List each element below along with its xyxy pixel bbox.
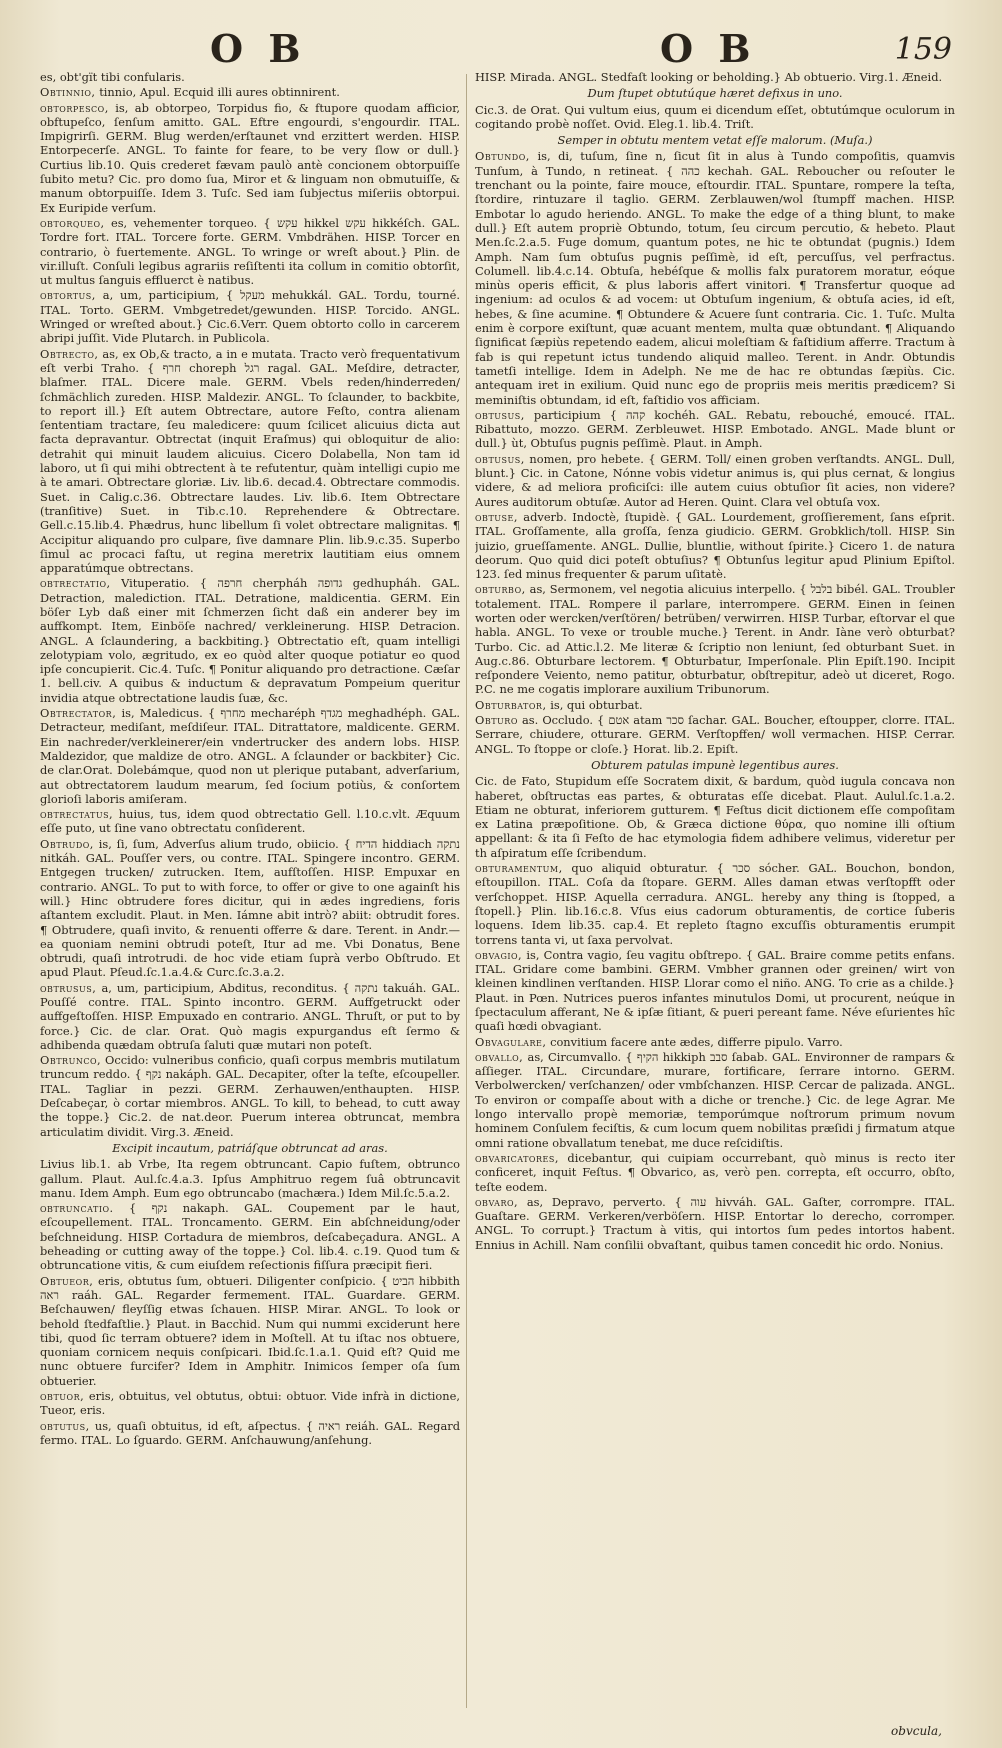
entry-text: Vituperatio. { חרפה cherpháh גדופה gedhupháh. GAL. Detraction, malediction. ITAL. Detratione, maldicentia. GERM. Ein böſer Lyb daß einer mit ſchmerzen ſicht daß ein anderer bey im auffkompt. Item, Einböſe nachred/ verkleinerung. HISP. Detracion. ANGL. A ſclaundering, a backbiting.} Obtrectatio eſt, quam intelligi zelotypiam volo, ægritudo, ex eo quòd alter quoque potiatur eo quod ipſe concupierit. Cic.4. Tuſc. ¶ Ponitur aliquando pro detractione. Cæſar 1. bell.civ. A quibus & inductum & depravatum Pompeium queritur invidia atque obtrectatione laudis ſuæ, &c. [40, 576, 460, 705]
entry-text: HISP. Mirada. ANGL. Stedfaſt looking or beholding.} Ab obtuerio. Virg.1. Æneid. [475, 70, 943, 84]
entry-text: Cic. de Fato, Stupidum eſſe Socratem dixit, & bardum, quòd iugula concava non haberet, obſtructas eas partes, & obturatas eſſe dicebat. Plaut. Aulul.ſc.1.a.2. Etiam ne obturat, inferiorem gutturem. ¶ Feſtus dicit dictionem eſſe compoſitam ex Latina præpoſitione. Ob, & Græca dictione θύρα, quo nomine illi oſtium appellant: & ita ſi Feſto de hac etymologia fidem adhibere velimus, videretur per th aſpiratum eſſe ſcribendum. [475, 774, 955, 860]
entry-headword: obtutus, [40, 1418, 90, 1433]
dictionary-entry [40, 1053, 460, 1139]
entry-text: as, Circumvallo. { הקיף hikkiph סבב ſabab. GAL. Environner de rampars & aſſieger. ITAL. Circundare, murare, fortificare, ſerrare intorno. GERM. Verbolwercken/ verſchanzen/ oder vmbſchanzen. HISP. Cercar de palizada. ANGL. To environ or compaſſe about with a diche or trenche.} Cic. de lege Agrar. Me longo intervallo propè memoriæ, temporúmque noſtrorum primum novum hominem Conſulem feciſtis, & cum locum quem nobilitas præſidi j firmatum atque omni ratione obvallatum tenebat, me duce reſcidiſtis. [475, 1049, 955, 1150]
dictionary-entry [40, 216, 460, 287]
entry-text: Dum ſtupet obtutúque hæret defixus in uno. [587, 86, 843, 101]
dictionary-entry [475, 713, 955, 756]
entry-text: a, um, participium, { מעקל mehukkál. GAL. Tordu, tourné. ITAL. Torto. GERM. Vmbgetredet/gewunden. HISP. Torcido. ANGL. Wringed or wreſted about.} Cic.6.Verr. Quem obtorto collo in carcerem abripi juſſit. Vide Plutarch. in Publicola. [40, 288, 460, 346]
entry-text: convitium facere ante ædes, differre pipulo. Varro. [550, 1034, 843, 1049]
entry-text: es, obt'gït tibi confularis. [40, 70, 185, 84]
entry-text: a, um, participium, Abditus, reconditus. { נתקה takuáh. GAL. Pouſſé contre. ITAL. Spinto incontro. GERM. Auffgetruckt oder auffgeſtoſſen. HISP. Empuxado en contrario. ANGL. Thruſt, or put to by force.} Cic. de clar. Orat. Quò magis expurgandus eſt ſermo & adhibenda quædam obtruſa ſaluti quæ mutari non poteſt. [40, 980, 460, 1052]
dictionary-entry [40, 1274, 460, 1388]
column-divider [466, 74, 467, 1708]
entry-text: tinnio, Apul. Ecquid illi aures obtinnirent. [99, 85, 340, 100]
guide-word-right: O B [660, 26, 757, 71]
dictionary-entry [40, 101, 460, 215]
dictionary-entry [475, 1035, 955, 1049]
dictionary-entry [40, 837, 460, 980]
entry-headword: obtrectatus, [40, 807, 114, 822]
dictionary-entry [475, 103, 955, 132]
dictionary-entry [40, 1201, 460, 1272]
guide-word-left: O B [210, 26, 307, 71]
entry-text: Cic.3. de Orat. Qui vultum eius, quum ei dicendum eſſet, obtutúmque oculorum in cogitando probè noſſet. Ovid. Eleg.1. lib.4. Triſt. [475, 102, 955, 131]
entry-text: participium { קהה kochéh. GAL. Rebatu, rebouché, emoucé. ITAL. Ribattuto, mozzo. GERM. Zerbleuwet. HISP. Embotado. ANGL. Made blunt or dull.} ùt, Obtuſus pugnis peſſimè. Plaut. in Amph. [475, 407, 955, 451]
dictionary-entry [40, 85, 460, 99]
dictionary-entry [475, 1151, 955, 1194]
dictionary-entry [40, 706, 460, 806]
dictionary-entry [475, 510, 955, 581]
dictionary-entry [40, 1389, 460, 1418]
entry-text: is, Contra vagio, ſeu vagitu obſtrepo. { GAL. Braire comme petits enfans. ITAL. Gridare come bambini. GERM. Vmbher grannen oder greinen/ wirt von kleinen kindlinen verſtanden. HISP. Llorar como el niño. ANG. To crie as a childe.} Plaut. in Pœn. Nutrices pueros infantes minutulos Domi, ut procurent, neúque in ſpectaculum afferant, Ne & ipſæ ſitiant, & pueri pereant fame. Néve eſurientes hîc quaſi hœdi obvagiant. [475, 947, 955, 1034]
dictionary-entry [475, 452, 955, 509]
verse-quotation [40, 1141, 460, 1155]
verse-quotation [475, 133, 955, 147]
entry-text: Obturem patulas impunè legentibus aures. [591, 757, 839, 772]
dictionary-entry [475, 698, 955, 712]
entry-text: is, ab obtorpeo, Torpidus fio, & ftupore quodam afficior, obftupeſco, ſenſum amitto. GAL. Eftre engourdi, s'engourdir. ITAL. Impigrirſi. GERM. Blug werden/erſtaunet vnd erzittert werden. HISP. Entorpecerſe. ANGL. To fainte for feare, to be very ſlow or dull.} Curtius lib.10. Quis crederet fævam paulò antè concionem obtorpuiſſe ſubito metu? Cic. pro domo ſua, Miror et & linguam non obmutuiſſe, & manum obtorpuiſſe. Idem 3. Tuſc. Sed iam ſubjectus miſeriis obtorpui. Ex Euripide verſum. [40, 100, 460, 215]
entry-headword: Obtrectator, [40, 706, 117, 721]
dictionary-entry [475, 1195, 955, 1252]
entry-headword: Obvagulare, [475, 1034, 547, 1049]
entry-text: us, quaſi obtuitus, id eſt, aſpectus. { ראיה reiáh. GAL. Regard fermo. ITAL. Lo ſguardo. GERM. Anſchauwung/anſehung. [40, 1418, 460, 1447]
dictionary-entry [475, 774, 955, 860]
dictionary-entry [40, 70, 460, 84]
entry-headword: Obtueor, [40, 1273, 94, 1288]
dictionary-entry [475, 149, 955, 406]
entry-headword: obtrusus, [40, 980, 97, 995]
verse-quotation [475, 758, 955, 772]
entry-text: is, di, tuſum, ſine n, ſicut ſit in alus à Tundo compoſitis, quamvis Tunſum, à Tundo, n retineat. { כהה kechah. GAL. Reboucher ou reſouter le trenchant ou la pointe, faire mouce, eſtourdir. ITAL. Spuntare, rompere la teſta, ſtordire, rintuzare il taglio. GERM. Zerblauwen/wol ſtumpff machen. HISP. Embotar lo agudo heriendo. ANGL. To make the edge of a thing blunt, to make dull.} Eſt autem propriè Obtundo, totum, ſeu circum percutio, & hebeto. Plaut Men.ſc.2.a.5. Fuge domum, quantum potes, ne hic te obtundat (pugnis.) Idem Amph. Nam ſum obtuſus pugnis peſſimè, id eſt, percuſſus, vel perfractus. Columell. lib.4.c.14. Obtuſa, hebéſque & mollis falx puratorem moratur, eóque minùs operis efficit, & plus laboris affert vinitori. ¶ Transfertur quoque ad ingenium: ad oculos & ad vocem: ut Obtuſum ingenium, & obtuſa acies, id eſt, hebes, & ſine acumine. ¶ Obtundere & Acuere ſunt contraria. Cic. 1. Tuſc. Multa enim è corpore exiſtunt, quæ acuant mentem, multa quæ obtundant. ¶ Aliquando ſignificat ſæpiùs repetendo eadem, alicui moleſtiam & faſtidium afferre. Tractum à fab is qui repetunt ictus tundendo aliquid malleo. Terent. in Andr. Obtundis tametſi intellige. Idem in Adelph. Ne me de hac re obtundas ſæpiùs. Cic. antequam iret in exilium. Quid nunc ego de propriis meis meritis prædicem? Si meminiſtis obtundam, id eſt, faſtidio vos afficiam. [475, 149, 955, 407]
dictionary-entry [475, 582, 955, 696]
entry-headword: obvagio, [475, 947, 523, 962]
dictionary-entry [40, 1157, 460, 1200]
entry-headword: Obtrudo, [40, 836, 94, 851]
entry-text: nomen, pro hebete. { GERM. Toll/ einen groben verſtandts. ANGL. Dull, blunt.} Cic. in Catone, Nónne vobis videtur animus is, qui plus cernat, & longius videre, & ad meliora proficiſci: ille autem cuius obtuſior ſit acies, non videre? Aures auditorum obtuſæ. Autor ad Heren. Quint. Clara vel obtuſa vox. [475, 451, 955, 509]
page-number: 159 [894, 32, 952, 67]
dictionary-entry [40, 1419, 460, 1448]
entry-headword: obtortus, [40, 288, 96, 303]
entry-headword: obtusus, [475, 451, 525, 466]
entry-text: adverb. Indoctè, ſtupidè. { GAL. Lourdement, groſſierement, ſans eſprit. ITAL. Groſſamente, alla groſſa, ſenza giudicio. GERM. Grobklich/toll. HISP. Sin juizio, grueſſamente. ANGL. Dullie, bluntlie, without ſpirite.} Cicero 1. de natura deorum. Quo quid dici poteſt obtuſius? ¶ Obtunſus legitur apud Plinium Epiſtol. 123. ſed minus frequenter & parum uſitatè. [475, 509, 955, 582]
entry-text: is, qui obturbat. [550, 697, 643, 712]
left-column [40, 70, 460, 1718]
entry-text: is, Maledicus. { מחרף mecharéph מגדף meghadhéph. GAL. Detracteur, mediſant, meſdiſeur. ITAL. Ditrattatore, maldicente. GERM. Ein nachreder/verkleinerer/ein vndertrucker des andern lobs. HISP. Maldezidor, que maldize de otro. ANGL. A ſclaunder or backbiter} Cic. de clar.Orat. Dolebámque, quod non ut plerique putabant, adverſarium, aut obtrectatorem laudum mearum, ſed ſocium potiùs, & conſortem glorioſi laboris amiſeram. [40, 706, 460, 806]
right-column [475, 70, 955, 1718]
entry-text: { נקף nakaph. GAL. Coupement par le haut, eſcoupellement. ITAL. Troncamento. GERM. Ein abſchneidung/oder beſchneidung. HISP. Cortadura de miembros, deſcabeçadura. ANGL. A beheading or cutting away of the toppe.} Col. lib.4. c.19. Quod tum & obtruncatione vitis, & cum eiuſdem reſectionis fiſſura præcipit fieri. [40, 1201, 460, 1273]
entry-headword: obtuor, [40, 1389, 85, 1404]
dictionary-entry [40, 576, 460, 705]
dictionary-entry [475, 948, 955, 1034]
entry-text: as. Occludo. { אטם atam סכר ſachar. GAL. Boucher, eſtoupper, clorre. ITAL. Serrare, chiudere, otturare. GERM. Verſtopffen/ woll vermachen. HISP. Cerrar. ANGL. To ſtoppe or cloſe.} Horat. lib.2. Epiſt. [475, 713, 955, 756]
entry-text: Occido: vulneribus conficio, quaſi corpus membris mutilatum truncum reddo. { נקף nakáph. GAL. Decapiter, oſter la teſte, eſcoupeller. ITAL. Tagliar in pezzi. GERM. Zerhauwen/enthaupten. HISP. Deſcabeçar, ò cortar miembros. ANGL. To kill, to behead, to cutt away the toppe.} Cic.2. de nat.deor. Puerum interea obtruncat, membra articulatim dividit. Virg.3. Æneid. [40, 1053, 460, 1139]
dictionary-entry [40, 981, 460, 1052]
entry-headword: obtuse, [475, 509, 518, 524]
entry-headword: Obturbator, [475, 697, 547, 712]
entry-text: huius, tus, idem quod obtrectatio Gell. l.10.c.vlt. Æquum eſſe puto, ut ſine vano obtrectatu conſiderent. [40, 807, 460, 836]
entry-headword: obtruncatio. [40, 1201, 114, 1216]
entry-text: eris, obtuitus, vel obtutus, obtui: obtuor. Vide infrà in dictione, Tueor, eris. [40, 1389, 460, 1418]
entry-headword: Obtundo, [475, 149, 530, 164]
entry-text: dicebantur, qui cuipiam occurrebant, quò minus is recto iter conficeret, inquit Feſtus. ¶ Obvarico, as, verò pen. correpta, eſt occurro, obſto, teſte eodem. [475, 1150, 955, 1194]
entry-text: as, Sermonem, vel negotia alicuius interpello. { בלבל bibél. GAL. Troubler totalement. ITAL. Rompere il parlare, interrompere. GERM. Einen in ſeinen worten oder wercken/verſtören/ betrüben/ verwirren. HISP. Turbar, eſtorvar el que habla. ANGL. To vexe or trouble muche.} Terent. in Andr. Iàne verò obturbat? Turbo. Cic. ad Attic.l.2. Me literæ & ſcriptio non leniunt, ſed obturbant Suet. in Aug.c.86. Obturbare lectorem. ¶ Obturbatur, Imperſonale. Plin Epiſt.190. Incipit reſpondere Veiento, nemo patitur, obturbatur, obſtrepitur, adeò ut diceret, Rogo. P.C. ne me cogatis implorare auxilium Tribunorum. [475, 582, 955, 697]
entry-headword: obtorpesco, [40, 100, 109, 115]
entry-text: Excipit incautum, patriáſque obtruncat ad aras. [112, 1140, 388, 1155]
entry-headword: obvaricatores, [475, 1150, 559, 1165]
entry-headword: Obturo [475, 713, 518, 728]
dictionary-entry [475, 861, 955, 947]
entry-headword: obturbo, [475, 582, 526, 597]
entry-text: Livius lib.1. ab Vrbe, Ita regem obtruncant. Capio fuſtem, obtrunco gallum. Plaut. Aul.ſc.4.a.3. Ipſus Amphitruo regem ſuâ obtruncavit manu. Idem Amph. Eum ego obtruncabo (machæra.) Idem Mil.ſc.5.a.2. [40, 1157, 460, 1200]
entry-headword: obvallo, [475, 1049, 524, 1064]
entry-headword: obvaro, [475, 1194, 519, 1209]
entry-text: as, ex Ob,& tracto, a in e mutata. Tracto verò frequentativum eſt verbi Traho. { חרף choreph רגל ragal. GAL. Meſdire, detracter, blaſmer. ITAL. Dicere male. GERM. Vbels reden/hinderreden/ſchmächlich zureden. HISP. Maldezir. ANGL. To ſclaunder, to backbite, to report ill.} Eſt autem Obtrectare, autore Feſto, contra alienam ſententiam tractare, ſeu maledicere: quum ſcilicet alicuius dicta aut facta depravantur. Obtrectat (inquit Eraſmus) qui obloquitur de alio: detrahit qui minuit laudem alicuius. Cicero Dolabella, Non tam id laboro, ut ſi qui mihi obtrectent à te refutentur, quàm intelligi cupio me à te amari. Obtrectare gloriæ. Liv. lib.6. decad.4. Obtrectare commodis. Suet. in Calig.c.36. Obtrectare laudes. Liv. lib.6. Item Obtrectare (tranſitive) Suet. in Tib.c.10. Reprehendere & Obtrectare. Gell.c.15.lib.4. Phædrus, hunc libellum ſi volet obtrectare malignitas. ¶ Accipitur aliquando pro culpare, ſive damnare Plin. lib.9.c.35. Superbo ſimul ac procaci faſtu, ut regina meretrix lautitiam eius omnem apparatúmque obtrectans. [40, 346, 460, 576]
catchword: obvcula, [891, 1724, 942, 1738]
dictionary-entry [40, 347, 460, 576]
entry-text: eris, obtutus ſum, obtueri. Diligenter conſpicio. { הביט hibbith ראה raáh. GAL. Regarder fermement. ITAL. Guardare. GERM. Beſchauwen/ fleyſſig etwas ſchauen. HISP. Mirar. ANGL. To look or behold ſtedfaſtlie.} Plaut. in Bacchid. Num qui nummi exciderunt here tibi, quod ſic terram obtuere? idem in Moſtell. At tu iſtac nos obtuere, quoniam cornicem nequis conſpicari. Ibid.ſc.1.a.1. Quid eſt? Quid me nunc obtuere furcifer? Idem in Amphitr. Inimicos ſemper oſa ſum obtuerier. [40, 1273, 460, 1388]
entry-headword: obturamentum, [475, 861, 563, 876]
entry-text: is, ſi, ſum, Adverſus alium trudo, obiicio. { הדיח hiddiach נתקה nitkáh. GAL. Pouſſer vers, ou contre. ITAL. Spingere incontro. GERM. Entgegen trucken/ zutrucken. Item, aufſtoſſen. HISP. Empuxar en contrario. ANGL. To put to with force, to offer or give to one againſt his will.} Hinc obtrudere fores dicitur, qui in ædes ingrediens, foris aſtantem excludit. Plaut. in Men. Iámne abit intrò? abiit: obtrudit fores. ¶ Obtrudere, quaſi invito, & renuenti offerre & dare. Terent. in Andr.— ea quoniam nemini obtrudi poteſt, Itur ad me. Vbi Donatus, Bene obtrudi, quaſi introtrudi. de hoc vide etiam ſuprà verbo Obſtrudo. Et apud Plaut. Pſeud.ſc.1.a.4.& Curc.ſc.3.a.2. [40, 836, 460, 980]
entry-headword: Obtinnio, [40, 85, 96, 100]
entry-text: quo aliquid obturatur. { סכר sócher. GAL. Bouchon, bondon, eſtoupillon. ITAL. Coſa da ſtopare. GERM. Alles daman etwas verſtopfft oder verſchoppet. HISP. Aquella cerradura. ANGL. hereby any thing is ſtopped, a ſtopell.} Plin. lib.16.c.8. Vſus eius cadorum obturamentis, de cortice ſuberis loquens. Idem lib.35. cap.4. Et repleto ſtagno excuſſis obturamentis erumpit torrens tanta vi, ut ſaxa pervolvat. [475, 861, 955, 947]
entry-text: es, vehementer torqueo. { עקש hikkel עקש hikkéſch. GAL. Tordre fort. ITAL. Torcere forte. GERM. Vmbdrähen. HISP. Torcer en contrario, ò fuertemente. ANGL. To wringe or wreſt about.} Plin. de vir.illuſt. Conſuli legibus agrariis reſiſtenti ita collum in comitio obtorſit, ut multus ſanguis effluerct è natibus. [40, 215, 460, 288]
dictionary-entry [475, 408, 955, 451]
entry-headword: obtrectatio, [40, 576, 111, 591]
entry-text: Semper in obtutu mentem vetat eſſe malorum. (Muſa.) [557, 133, 873, 148]
dictionary-entry [475, 70, 955, 84]
dictionary-entry [40, 288, 460, 345]
entry-headword: obtusus, [475, 407, 525, 422]
verse-quotation [475, 86, 955, 100]
entry-headword: Obtrecto, [40, 346, 99, 361]
entry-text: as, Depravo, perverto. { עוה hivváh. GAL. Gaſter, corrompre. ITAL. Guaſtare. GERM. Verkeren/verböſern. HISP. Entortar lo derecho, corromper. ANGL. To corrupt.} Tractum à vitis, qui intortos ſum pedes intortos habent. Ennius in Achill. Nam conſilii obvaſtant, quibus tamen concedit hic ordo. Nonius. [475, 1194, 955, 1252]
entry-headword: Obtrunco, [40, 1053, 102, 1068]
page-header [0, 20, 1002, 70]
dictionary-entry [40, 807, 460, 836]
entry-headword: obtorqueo, [40, 215, 105, 230]
dictionary-entry [475, 1050, 955, 1150]
